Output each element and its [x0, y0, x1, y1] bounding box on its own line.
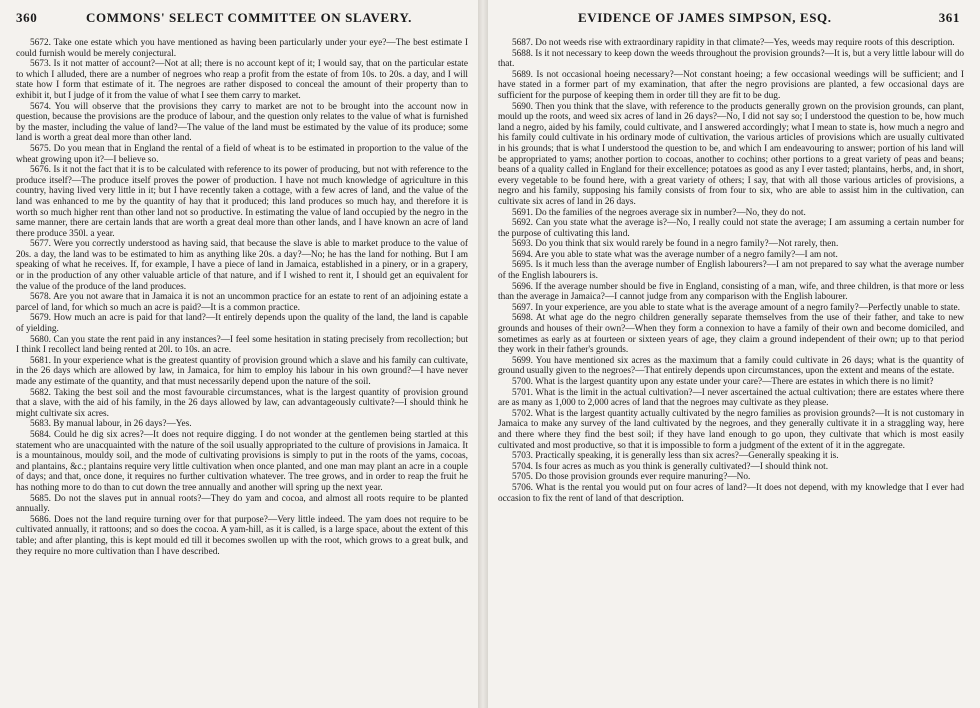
testimony-paragraph: 5692. Can you state what the average is?—No, I really could not state the average; I am assuming a certain number for the purpose of cultivating this land.	[498, 218, 964, 239]
right-page-number: 361	[938, 10, 960, 25]
testimony-paragraph: 5690. Then you think that the slave, with reference to the products generally grown on the provision grounds, can plant, mould up the roots, and weed six acres of land in 26 days?—No, I did not say so; I understood the question to be, how much land a negro, aided by his family, could cultivate, and I answered accordingly; what I mean to state is, how much a negro and his family could cultivate in his ordinary mode of cultivation, the various articles of provisions which are usually cultivated in his grounds; that is what I understood the question to be, and which I am endeavouring to answer; portion of his land will be appropriated to yams; another portion to cocoas, another to cochins; other portions to a great variety of peas and beans; beans of a quality called in England for their excellence; potatoes as good as any I ever tasted; plantains, herbs, and, in short, every vegetable to be found here, with a great variety of others; I say, that with all those various articles of provisions, a negro and his family, supposing his family consists of from four to six, who are able to assist him in the cultivation, can cultivate six acres of land in 26 days.	[498, 101, 964, 207]
testimony-paragraph: 5687. Do not weeds rise with extraordinary rapidity in that climate?—Yes, weeds may require roots of this description.	[512, 38, 955, 48]
testimony-paragraph: 5696. If the average number should be five in England, consisting of a man, wife, and three children, is that more or less than the average in Jamaica?—I cannot judge from any comparison with the English labourer.	[498, 281, 964, 303]
testimony-paragraph: 5703. Practically speaking, it is generally less than six acres?—Generally speaking it is.	[512, 451, 839, 462]
right-page-running-title: EVIDENCE OF JAMES SIMPSON, ESQ.	[578, 10, 832, 25]
testimony-paragraph: 5697. In your experience, are you able to state what is the average amount of a negro family?—Perfectly unable to state.	[512, 302, 960, 313]
testimony-paragraph: 5685. Do not the slaves put in annual roots?—They do yam and cocoa, and almost all roots require to be planted annually.	[16, 493, 468, 515]
testimony-paragraph: 5704. Is four acres as much as you think is generally cultivated?—I should think not.	[512, 461, 829, 472]
testimony-paragraph: 5689. Is not occasional hoeing necessary?—Not constant hoeing; a few occasional weedings will be sufficient; and I have stated in a former part of my examination, that after the negro provisions are planted, a few occasional days are sufficient for the purpose of keeping them in order till they are fit to be dug.	[498, 69, 964, 101]
testimony-paragraph: 5705. Do those provision grounds ever require manuring?—No.	[512, 472, 751, 483]
testimony-paragraph: 5680. Can you state the rent paid in any instances?—I feel some hesitation in stating precisely from recollection; but I think I recollect land being rented at 20l. to 10s. an acre.	[16, 334, 468, 356]
left-page-header	[16, 10, 462, 30]
testimony-paragraph: 5694. Are you able to state what was the average number of a negro family?—I am not.	[512, 249, 838, 260]
testimony-paragraph: 5691. Do the families of the negroes average six in number?—No, they do not.	[512, 207, 806, 218]
testimony-paragraph: 5676. Is it not the fact that it is to be calculated with reference to its power of producing, but not with reference to the produce itself?—The produce itself proves the power of production. I have not much knowledge of agriculture in this country, having lived very little in it; but I have recently taken a cottage, with a few acres of land, and the value of the land was enhanced to me by the quantity of hay that it produced; this land produces so much hay, and therefore it is worth so much higher rent than other land not so productive. In estimating the value of land occupied by the negro in the same manner, there are certain lands that are worth a great deal more than other lands, and I have known an acre of land there produce 350l. a year.	[16, 165, 468, 239]
testimony-paragraph: 5681. In your experience what is the greatest quantity of provision ground which a slave and his family can cultivate, in the 26 days which are allowed by law, in Jamaica, for him to employ his labour in his own ground?—I have never made any estimate of the quantity, and that must necessarily depend upon the nature of the soil.	[16, 355, 468, 387]
testimony-paragraph: 5688. Is it not necessary to keep down the weeds throughout the provision grounds?—It is, but a very little labour will do that.	[498, 48, 964, 70]
book-gutter	[478, 0, 488, 708]
testimony-paragraph: 5674. You will observe that the provisions they carry to market are not to be brought into the account now in question, because the provisions are the produce of labour, and the question only relates to the value of what is furnished by the master, including the value of land?—The value of the land must be estimated by the value of its produce; some land is worth a great deal more than other land.	[16, 101, 468, 144]
testimony-paragraph: 5699. You have mentioned six acres as the maximum that a family could cultivate in 26 days; what is the quantity of ground usually given to the negroes?—That entirely depends upon circumstances, upon the extent and means of the estate.	[498, 355, 964, 377]
testimony-paragraph: 5695. Is it much less than the average number of English labourers?—I am not prepared to say what the average number of the English labourers is.	[498, 260, 964, 282]
left-page	[0, 0, 478, 708]
right-page	[488, 0, 980, 708]
testimony-paragraph: 5677. Were you correctly understood as having said, that because the slave is able to market produce to the value of 20s. a day, the land was to be estimated to him as anything like 20s. a day?—No; he has the land for nothing. But I am speaking of what he receives. If, for example, I have a piece of land in Jamaica, established in a pinery, or in a grapery, or in the production of any other valuable article of that nature, and if I wished to rent it, I should get an equivalent for the value of the produce of the land produces.	[16, 239, 468, 292]
testimony-paragraph: 5702. What is the largest quantity actually cultivated by the negro families as provision grounds?—It is not customary in Jamaica to make any survey of the land cultivated by the negroes, and they generally cultivate it in a straggling way, here and there where they find the best soil; if they have land enough to go upon, they cultivate that which is most easily cultivated and most productive, so that it is impossible to form a judgment of the extent of it in the aggregate.	[498, 408, 964, 451]
left-page-body	[16, 38, 468, 702]
testimony-paragraph: 5706. What is the rental you would put on four acres of land?—It does not depend, with my knowledge that I ever had occasion to fix the rent of land of that description.	[498, 482, 964, 504]
left-page-number: 360	[16, 10, 38, 25]
left-page-running-title: COMMONS' SELECT COMMITTEE ON SLAVERY.	[86, 10, 412, 25]
right-page-header	[498, 10, 960, 30]
testimony-paragraph: 5673. Is it not matter of account?—Not at all; there is no account kept of it; I would say, that on the particular estate to which I alluded, there are a number of negroes who reap a profit from the estate of from 10s. to 20s. a day, and I will state how I form that estimate of it. The negroes are rather disposed to conceal the amount of their property than to exhibit it, but I judge of it from the value of what I see them carry to market.	[16, 59, 468, 101]
right-page-body	[498, 38, 964, 702]
testimony-paragraph: 5684. Could he dig six acres?—It does not require digging. I do not wonder at the gentlemen being startled at this statement who are unacquainted with the nature of the soil usually appropriated to the culture of provisions in Jamaica. It is a mountainous, mouldy soil, and the mode of cultivating provisions is simply to put in the roots of the yams, cocoas, and plantains, &c.; plantains require very little cultivation when once planted, and one man may plant an acre in a couple of days; and that, once done, it requires no further cultivation whatever. The tree grows, and in order to reap the fruit he has nothing more to do than to cut down the tree annually and another will spring up the next year.	[16, 429, 468, 493]
testimony-paragraph: 5700. What is the largest quantity upon any estate under your care?—There are estates in which there is no limit?	[512, 377, 934, 387]
testimony-paragraph: 5675. Do you mean that in England the rental of a field of wheat is to be estimated in proportion to the value of the wheat growing upon it?—I believe so.	[16, 143, 468, 165]
testimony-paragraph: 5693. Do you think that six would rarely be found in a negro family?—Not rarely, then.	[512, 239, 839, 250]
testimony-paragraph: 5672. Take one estate which you have mentioned as having been particularly under your eye?—The best estimate I could furnish would be merely conjectural.	[16, 38, 468, 59]
testimony-paragraph: 5683. By manual labour, in 26 days?—Yes.	[30, 419, 192, 430]
testimony-paragraph: 5698. At what age do the negro children generally separate themselves from the use of their father, and take to new grounds and houses of their own?—When they form a connexion to have a family of their own and become domiciled, and sometimes as early as at fourteen or sixteen years of age, they claim a ground independent of their own; up to that period they work in their father's grounds.	[498, 313, 964, 356]
testimony-paragraph: 5682. Taking the best soil and the most favourable circumstances, what is the largest quantity of provision ground that a slave, with the aid of his family, in the 26 days allowed by law, can advantageously cultivate?—I should think he might cultivate six acres.	[16, 387, 468, 419]
testimony-paragraph: 5678. Are you not aware that in Jamaica it is not an uncommon practice for an estate to rent of an adjoining estate a parcel of land, for which so much an acre is paid?—It is a common practice.	[16, 292, 468, 313]
testimony-paragraph: 5701. What is the limit in the actual cultivation?—I never ascertained the actual cultivation; there are estates where there are as many as 1,000 to 2,000 acres of land that the negroes may cultivate as they please.	[498, 387, 964, 409]
testimony-paragraph: 5686. Does not the land require turning over for that purpose?—Very little indeed. The yam does not require to be cultivated annually, it rattoons; and so does the cocoa. A yam-hill, as it is called, is a large space, about the extent of this table; and after planting, this is kept mould ed till it becomes swollen up with the root, which grows to a great bulk, and they require no more cultivation than I have described.	[16, 514, 468, 557]
testimony-paragraph: 5679. How much an acre is paid for that land?—It entirely depends upon the quality of the land, the land is capable of yielding.	[16, 313, 468, 335]
